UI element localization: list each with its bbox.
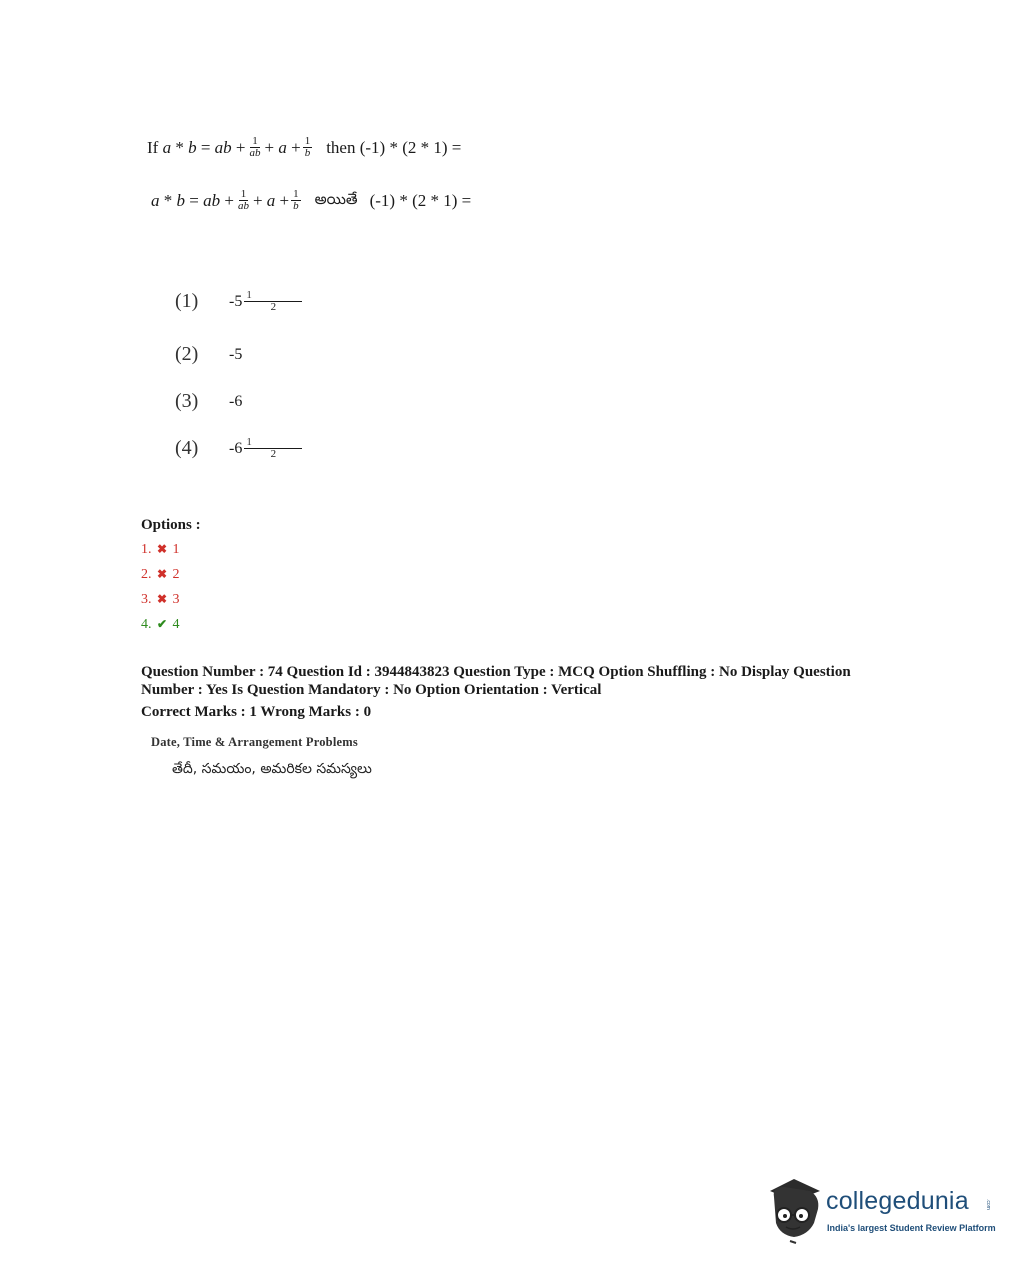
meta-line: Number : Yes Is Question Mandatory : No Option Orientation : Vertical bbox=[141, 682, 602, 698]
cross-icon: ✖ bbox=[156, 592, 168, 606]
fraction-1-over-ab: $\frac{1}{ab}$ bbox=[237, 188, 249, 212]
question-english: If a * b = ab + $\frac{1}{ab}$ + a + $\frac{1}{b}$ then (-1) * (2 * 1) = bbox=[147, 135, 462, 159]
choice-2: (2) -5 bbox=[175, 343, 243, 365]
option-item: 2. ✖ 2 bbox=[141, 562, 180, 587]
logo-wordmark: collegedunia bbox=[826, 1187, 969, 1215]
mascot-icon bbox=[764, 1175, 828, 1247]
logo-tagline: India's largest Student Review Platform bbox=[827, 1223, 996, 1233]
option-item: 1. ✖ 1 bbox=[141, 537, 180, 562]
meta-line: Question Number : 74 Question Id : 3944843823 Question Type : MCQ Option Shuffling : No Display Question bbox=[141, 664, 851, 680]
category-english: Date, Time & Arrangement Problems bbox=[151, 735, 358, 749]
option-item: 3. ✖ 3 bbox=[141, 587, 180, 612]
choice-1: (1) -5 $\frac{1}{2}$ bbox=[175, 290, 304, 313]
fraction-1-over-ab: $\frac{1}{ab}$ bbox=[249, 135, 261, 159]
question-telugu: a * b = ab + $\frac{1}{ab}$ + a + $\frac{1}{b}$ అయితే (-1) * (2 * 1) = bbox=[151, 188, 472, 212]
option-item: 4. ✔ 4 bbox=[141, 612, 180, 637]
choice-4: (4) -6 $\frac{1}{2}$ bbox=[175, 437, 304, 460]
fraction-1-over-b: $\frac{1}{b}$ bbox=[293, 188, 299, 212]
options-list bbox=[141, 537, 180, 637]
logo-com: .com bbox=[985, 1199, 991, 1210]
cross-icon: ✖ bbox=[156, 542, 168, 556]
collegedunia-logo bbox=[764, 1175, 996, 1247]
cross-icon: ✖ bbox=[156, 567, 168, 581]
marks-line: Correct Marks : 1 Wrong Marks : 0 bbox=[141, 704, 372, 720]
check-icon: ✔ bbox=[156, 617, 168, 631]
fraction-1-over-b: $\frac{1}{b}$ bbox=[304, 135, 311, 159]
choice-3: (3) -6 bbox=[175, 390, 243, 412]
question-meta bbox=[141, 663, 911, 721]
options-title: Options : bbox=[141, 517, 201, 533]
category-telugu: తేదీ, సమయం, అమరికల సమస్యలు bbox=[172, 761, 372, 777]
